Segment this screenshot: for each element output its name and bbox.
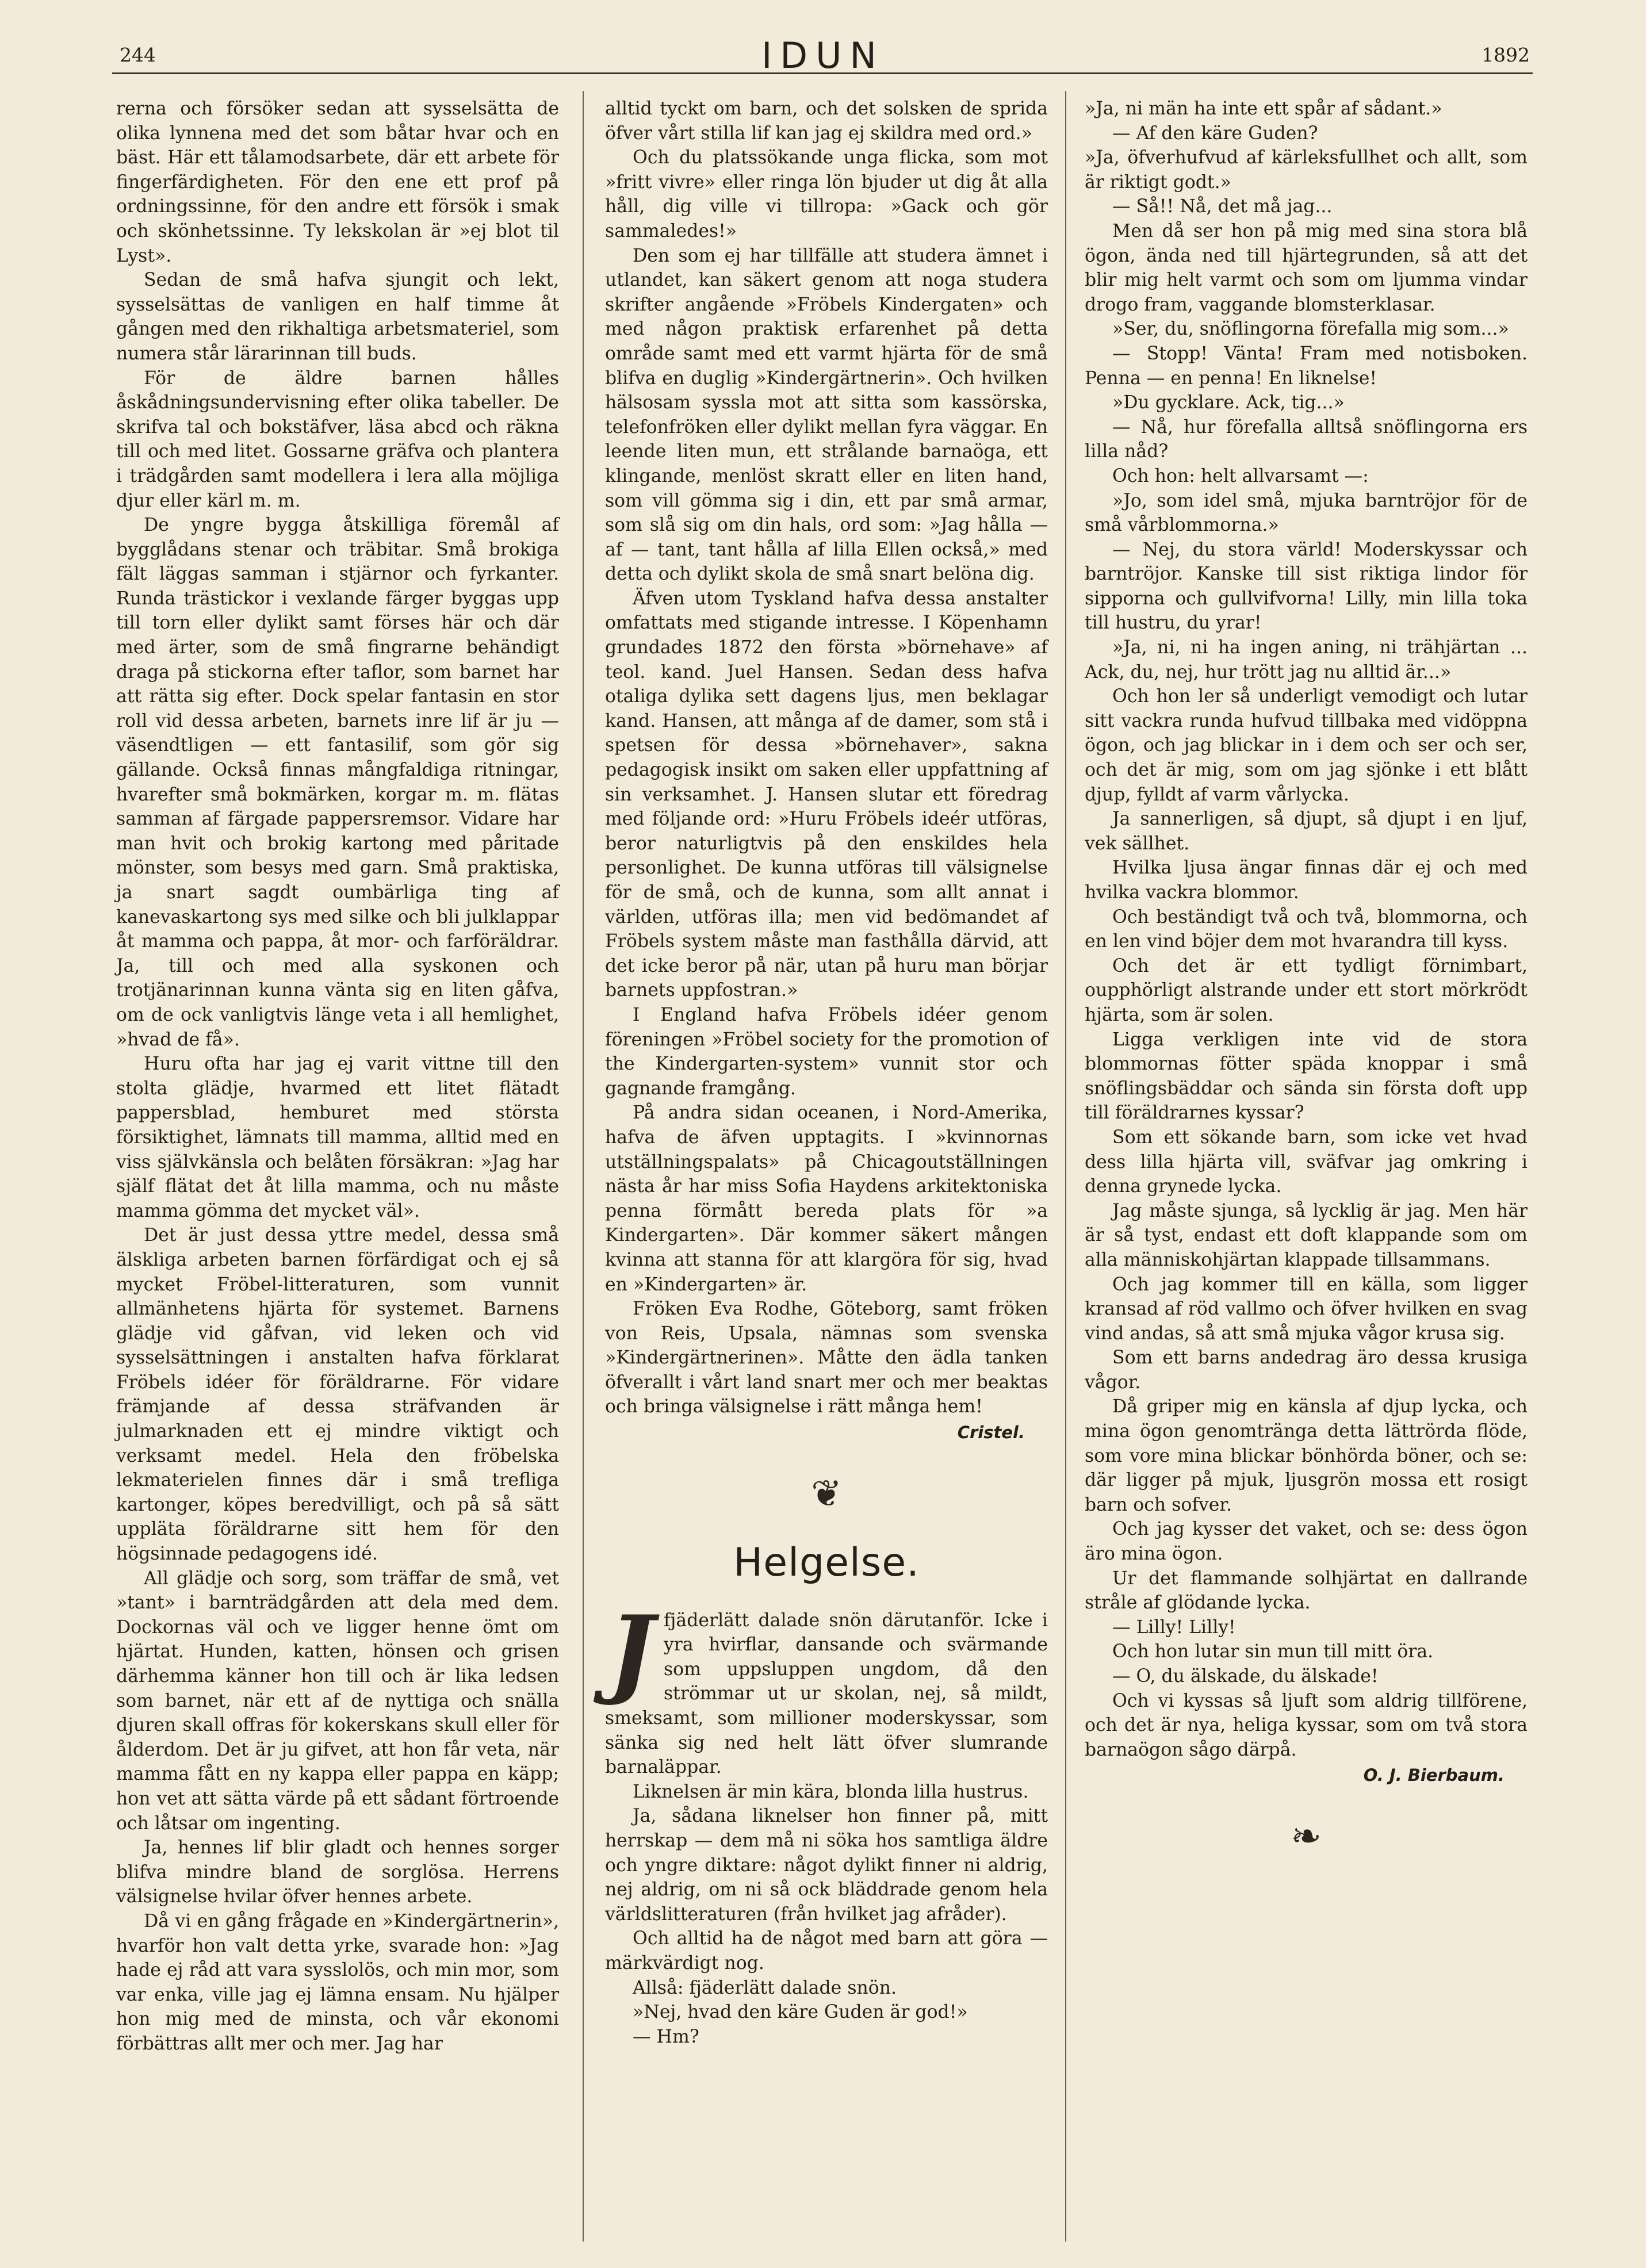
column-2 (605, 97, 1048, 2049)
paragraph: »Jo, som idel små, mjuka barntröjor för de små vårblommorna.» (1085, 490, 1528, 536)
paragraph: — Nej, du stora värld! Moderskyssar och barntröjor. Kanske till sist riktiga lindor för sipporna och gullvifvorna! Lilly, min lilla toka till hustru, du yrar! (1085, 539, 1528, 634)
paragraph: På andra sidan oceanen, i Nord-Amerika, hafva de äfven upptagits. I »kvinnornas utställningspalats» på Chicagoutställningen nästa år har miss Sofia Haydens arkitektoniska penna förmått bereda plats för »a Kindergarten». Där kommer säkert mången kvinna att stanna för att klargöra för sig, hvad en »Kindergarten» är. (605, 1102, 1048, 1295)
paragraph: »Ser, du, snöflingorna förefalla mig som...» (1112, 319, 1509, 340)
paragraph: För de äldre barnen hålles åskådningsundervisning efter olika tabeller. De skrifva tal och bokstäfver, läsa abcd och räkna till och med litet. Gossarne gräfva och plantera i trädgården samt modellera i lera alla möjliga djur eller kärl m. m. (116, 367, 559, 511)
column-divider (1065, 91, 1066, 2242)
paragraph: — Lilly! Lilly! (1112, 1616, 1236, 1638)
paragraph: Och hon: helt allvarsamt —: (1112, 465, 1369, 486)
paragraph: Och hon lutar sin mun till mitt öra. (1112, 1641, 1434, 1662)
issue-year: 1892 (1482, 44, 1530, 66)
paragraph: Och jag kysser det vaket, och se: dess ögon äro mina ögon. (1085, 1519, 1528, 1565)
column-3 (1085, 97, 1528, 1880)
paragraph: — Hm? (633, 2026, 699, 2047)
paragraph: Men då ser hon på mig med sina stora blå ögon, ända ned till hjärtegrunden, så att det blir mig helt varmt och som om ljumma vindar drogo fram, vaggande blomsterklasar. (1085, 220, 1528, 315)
ornament-icon: ❧ (1291, 1815, 1322, 1858)
paragraph: — Så!! Nå, det må jag... (1112, 196, 1333, 217)
paragraph: — O, du älskade, du älskade! (1112, 1666, 1379, 1687)
paragraph: Fröken Eva Rodhe, Göteborg, samt fröken von Reis, Upsala, nämnas som svenska »Kindergärtnerinen». Måtte den ädla tanken öfverallt i vårt land snart mer och mer beaktas och bringa välsignelse i rätt många hem! (605, 1298, 1048, 1418)
paragraph: Huru ofta har jag ej varit vittne till den stolta glädje, hvarmed ett litet flätadt pappersblad, hemburet med största försiktighet, lämnats till mamma, alltid med en viss självkänsla och belåten försäkran: »Jag har själf flätat det åt lilla mamma, och nu måste mamma gömma det mycket väl». (116, 1053, 559, 1221)
paragraph: Ligga verkligen inte vid de stora blommornas fötter späda knoppar i små snöflingsbäddar och sända sin första doft upp till föräldrarnes kyssar? (1085, 1029, 1528, 1124)
paragraph: — Stopp! Vänta! Fram med notisboken. Penna — en penna! En liknelse! (1085, 343, 1528, 389)
section-title: Helgelse. (733, 1539, 920, 1585)
drop-cap: J (608, 1593, 654, 1708)
paragraph: Ja, sådana liknelser hon finner på, mitt herrskap — dem må ni söka hos samtliga äldre och yngre diktare: något dylikt finner ni aldrig, nej aldrig, om ni så ock bläddrade genom hela världslitteraturen (från hvilket jag afråder). (605, 1806, 1048, 1925)
paragraph: Och beständigt två och två, blommorna, och en len vind böjer dem mot hvarandra till kyss. (1085, 906, 1528, 952)
paragraph: Som ett sökande barn, som icke vet hvad dess lilla hjärta vill, sväfvar jag omkring i denna grynede lycka. (1085, 1127, 1528, 1197)
paragraph: »Ja, ni män ha inte ett spår af sådant.» (1085, 98, 1442, 119)
paragraph: Ja, hennes lif blir gladt och hennes sorger blifva mindre bland de sorglösa. Herrens välsignelse hvilar öfver hennes arbete. (116, 1837, 559, 1907)
paragraph: Och vi kyssas så ljuft som aldrig tillförene, och det är nya, heliga kyssar, som om två stora barnaögon sågo därpå. (1085, 1690, 1528, 1760)
paragraph: — Af den käre Guden? (1112, 122, 1318, 144)
paragraph: Sedan de små hafva sjungit och lekt, sysselsättas de vanligen en half timme åt gången med den rikhaltiga arbetsmateriel, som numera står lärarinnan till buds. (116, 270, 559, 364)
paragraph: alltid tyckt om barn, och det solsken de sprida öfver vårt stilla lif kan jag ej skildra med ord.» (605, 98, 1048, 144)
paragraph: Jag måste sjunga, så lycklig är jag. Men här är så tyst, endast ett doft klappande som om alla människohjärtan klappade tillsammans. (1085, 1200, 1528, 1270)
paragraph: Och alltid ha de något med barn att göra — märkvärdigt nog. (605, 1928, 1048, 1974)
paragraph: »Ja, öfverhufvud af kärleksfullhet och allt, som är riktigt godt.» (1085, 147, 1528, 193)
paragraph: Ur det flammande solhjärtat en dallrande stråle af glödande lycka. (1085, 1568, 1528, 1614)
signature: Cristel. (957, 1423, 1025, 1443)
column-1 (116, 97, 559, 2056)
paragraph: »Ja, ni, ni ha ingen aning, ni trähjärtan ... Ack, du, nej, hur trött jag nu alltid är...» (1085, 637, 1528, 683)
paragraph: Och jag kommer till en källa, som ligger kransad af röd vallmo och öfver hvilken en svag vind andas, så att små mjuka vågor krusa sig. (1085, 1274, 1528, 1344)
ornament-icon: ❦ (811, 1472, 842, 1515)
paragraph: Liknelsen är min kära, blonda lilla hustrus. (633, 1781, 1029, 1802)
magazine-title: IDUN (761, 35, 885, 76)
paragraph: Hvilka ljusa ängar finnas där ej och med hvilka vackra blommor. (1085, 857, 1528, 903)
paragraph: I England hafva Fröbels idéer genom föreningen »Fröbel society for the promotion of the Kindergarten-system» vunnit stor och gagnande framgång. (605, 1004, 1048, 1099)
paragraph: Ja sannerligen, så djupt, så djupt i en ljuf, vek sällhet. (1085, 809, 1528, 854)
paragraph: fjäderlätt dalade snön därutanför. Icke i yra hvirflar, dansande och svärmande som uppsluppen ungdom, då den strömmar ut ur skolan, nej, så mildt, smeksamt, som millioner moderskyssar, som sänka sig ned helt lätt öfver slumrande barnaläppar. (605, 1610, 1048, 1778)
paragraph: »Nej, hvad den käre Guden är god!» (633, 2002, 968, 2023)
signature: O. J. Bierbaum. (1363, 1765, 1505, 1786)
paragraph: Och du platssökande unga flicka, som mot »fritt vivre» eller ringa lön bjuder ut dig åt alla håll, dig ville vi tillropa: »Gack och gör sammaledes!» (605, 147, 1048, 242)
paragraph: Och hon ler så underligt vemodigt och lutar sitt vackra runda hufvud tillbaka med vidöppna ögon, och jag blickar in i dem och ser och ser, och det är mig, som om jag sjönke i ett blått djup, fylldt af varm vårlycka. (1085, 686, 1528, 805)
paragraph: Då vi en gång frågade en »Kindergärtnerin», hvarför hon valt detta yrke, svarade hon: »Jag hade ej råd att vara sysslolös, och min mor, som var enka, ville jag ej lämna ensam. Nu hjälper hon mig med de minsta, och vår ekonomi förbättras allt mer och mer. Jag har (116, 1910, 559, 2054)
paragraph: rerna och försöker sedan att sysselsätta de olika lynnena med det som båtar hvar och en bäst. Här ett tålamodsarbete, där ett arbete för fingerfärdigheten. För den ene ett prof på ordningssinne, för den andre ett försök i smak och skönhetssinne. Ty lekskolan är »ej blot til Lyst». (116, 98, 559, 266)
page-number: 244 (120, 44, 156, 66)
header-rule (112, 72, 1533, 74)
column-divider (583, 91, 584, 2242)
paragraph: Allså: fjäderlätt dalade snön. (633, 1977, 897, 1998)
story-opening (605, 1593, 1048, 1780)
paragraph: Då griper mig en känsla af djup lycka, och mina ögon genomtränga detta lättrörda flöde, som vore mina blickar bönhörda böner, och se: där ligger på mjuk, ljusgrön mossa ett rosigt barn och sofver. (1085, 1396, 1528, 1515)
paragraph: Äfven utom Tyskland hafva dessa anstalter omfattats med stigande intresse. I Köpenhamn grundades 1872 den första »börnehave» af teol. kand. Juel Hansen. Sedan dess hafva otaliga dylika sett dagens ljus, men beklagar kand. Hansen, att många af de damer, som stå i spetsen för dessa »börnehaver», sakna pedagogisk insikt om saken eller uppfattning af sin verksamhet. J. Hansen slutar ett föredrag med följande ord: »Huru Fröbels ideér utföras, beror naturligtvis på den enskildes hela personlighet. De kunna utföras till välsignelse för de små, och de kunna, som allt annat i världen, utföras illa; men vid bedömandet af Fröbels system måste man fasthålla därvid, att det icke beror på när, utan på huru man börjar barnets uppfostran.» (605, 588, 1048, 1001)
paragraph: De yngre bygga åtskilliga föremål af bygglådans stenar och träbitar. Små brokiga fält läggas samman i stjärnor och fyrkanter. Runda trästickor i vexlande färger byggas upp till torn eller dylikt samt förses här och där med ärter, som de små fingrarne behändigt draga på stickorna efter taflor, som barnet har att rätta sig efter. Dock spelar fantasin en stor roll vid dessa arbeten, barnets inre lif är ju — väsendtligen — ett fantasilif, som gör sig gällande. Också finnas mångfaldiga ritningar, hvarefter små bokmärken, korgar m. m. flätas samman af färgade pappersremsor. Vidare har man hvit och brokig kartong med påritade mönster, som besys med garn. Små praktiska, ja snart sagdt oumbärliga ting af kanevaskartong sys med silke och bli julklappar åt mamma och pappa, åt mor- och farföräldrar. Ja, till och med alla syskonen och trotjänarinnan kunna vänta sig en liten gåfva, om de ock vanligtvis länge veta i all hemlighet, »hvad de få». (116, 515, 559, 1050)
paragraph: Och det är ett tydligt förnimbart, oupphörligt alstrande under ett stort mörkrödt hjärta, som är solen. (1085, 955, 1528, 1025)
paragraph: Som ett barns andedrag äro dessa krusiga vågor. (1085, 1347, 1528, 1393)
paragraph: »Du gycklare. Ack, tig...» (1112, 392, 1345, 413)
paragraph: Den som ej har tillfälle att studera ämnet i utlandet, kan säkert genom att noga studera skrifter angående »Fröbels Kindergaten» och med någon praktisk erfarenhet på detta område samt med ett varmt hjärta för de små blifva en duglig »Kindergärtnerin». Och hvilken hälsosam syssla mot att sitta som kassörska, telefonfröken eller dylikt mellan fyra väggar. En leende liten mun, ett strålande barnaöga, ett klingande, menlöst skratt eller en liten hand, som vill gömma sig i din, ett par små armar, som slå sig om din hals, ord som: »Jag hålla — af — tant, tant hålla af lilla Ellen också,» med detta och dylikt skola de små snart belöna dig. (605, 245, 1048, 585)
paragraph: Det är just dessa yttre medel, dessa små älskliga arbeten barnen förfärdigat och ej så mycket Fröbel-litteraturen, som vunnit allmänhetens hjärta för systemet. Barnens glädje vid gåfvan, vid leken och vid sysselsättningen i anstalten hafva förklarat Fröbels idéer för föräldrarne. För vidare främjande af dessa sträfvanden är julmarknaden ett ej mindre viktigt och verksamt medel. Hela den fröbelska lekmaterielen finnes där i små trefliga kartonger, köpes beredvilligt, och på så sätt uppläta föräldrarne sitt hem för den högsinnade pedagogens idé. (116, 1225, 559, 1565)
paragraph: — Nå, hur förefalla alltså snöflingorna ers lilla nåd? (1085, 416, 1528, 462)
paragraph: All glädje och sorg, som träffar de små, vet »tant» i barnträdgården att dela med dem. Dockornas väl och ve ligger henne ömt om hjärtat. Hunden, katten, hönsen och grisen därhemma känner hon till och är lika ledsen som barnet, när ett af de nyttiga och snälla djuren skall offras för kokerskans skull eller för ålderdom. Det är ju gifvet, att hon får veta, när mamma fått en ny kappa eller pappa en käpp; hon vet att sätta värde på ett sådant förtroende och låtsar om ingenting. (116, 1568, 559, 1834)
